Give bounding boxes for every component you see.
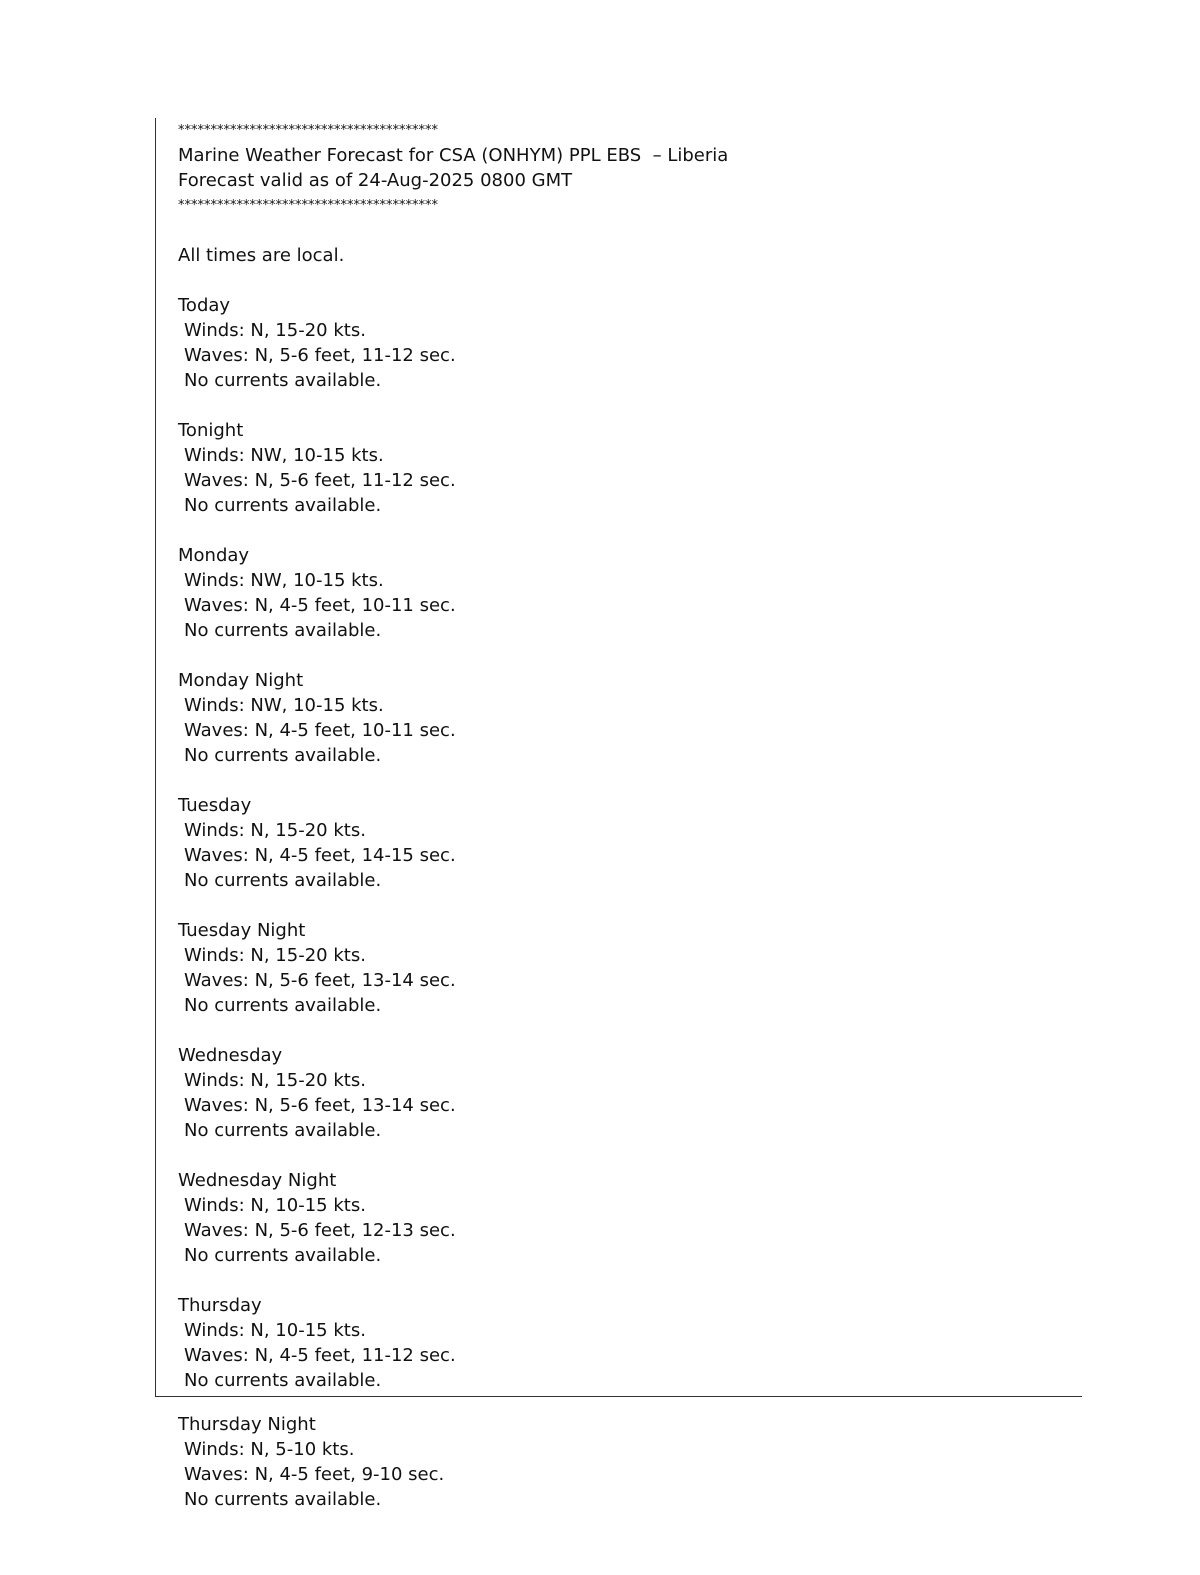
period-winds: Winds: NW, 10-15 kts.: [184, 570, 384, 591]
forecast-period: [178, 418, 1058, 518]
period-waves: Waves: N, 5-6 feet, 13-14 sec.: [184, 1095, 456, 1116]
left-border-rule: [155, 118, 156, 1397]
period-currents: No currents available.: [184, 995, 382, 1016]
forecast-period: [178, 1043, 1058, 1143]
period-winds: Winds: N, 10-15 kts.: [184, 1320, 366, 1341]
period-waves: Waves: N, 4-5 feet, 11-12 sec.: [184, 1345, 456, 1366]
period-currents: No currents available.: [184, 870, 382, 891]
forecast-overflow-section: [178, 1412, 1058, 1512]
period-name: Monday: [178, 545, 250, 566]
period-currents: No currents available.: [184, 370, 382, 391]
forecast-title: Marine Weather Forecast for CSA (ONHYM) PPL EBS – Liberia: [178, 145, 729, 166]
period-winds: Winds: NW, 10-15 kts.: [184, 695, 384, 716]
period-waves: Waves: N, 4-5 feet, 10-11 sec.: [184, 720, 456, 741]
period-winds: Winds: N, 15-20 kts.: [184, 1070, 366, 1091]
times-note: All times are local.: [178, 245, 345, 266]
period-name: Wednesday: [178, 1045, 283, 1066]
period-waves: Waves: N, 4-5 feet, 9-10 sec.: [184, 1464, 445, 1485]
period-winds: Winds: N, 10-15 kts.: [184, 1195, 366, 1216]
period-waves: Waves: N, 4-5 feet, 10-11 sec.: [184, 595, 456, 616]
period-name: Monday Night: [178, 670, 304, 691]
header-stars-bottom: ****************************************: [178, 198, 438, 213]
period-waves: Waves: N, 5-6 feet, 12-13 sec.: [184, 1220, 456, 1241]
forecast-valid-time: Forecast valid as of 24-Aug-2025 0800 GMT: [178, 170, 573, 191]
period-name: Thursday Night: [178, 1414, 316, 1435]
period-winds: Winds: NW, 10-15 kts.: [184, 445, 384, 466]
forecast-period: [178, 793, 1058, 893]
period-waves: Waves: N, 5-6 feet, 13-14 sec.: [184, 970, 456, 991]
period-name: Wednesday Night: [178, 1170, 337, 1191]
forecast-period: [178, 1168, 1058, 1268]
period-currents: No currents available.: [184, 495, 382, 516]
period-name: Thursday: [178, 1295, 262, 1316]
bottom-border-rule: [155, 1396, 1082, 1397]
forecast-period: [178, 293, 1058, 393]
period-currents: No currents available.: [184, 1120, 382, 1141]
period-name: Tuesday: [178, 795, 252, 816]
forecast-period: [178, 543, 1058, 643]
period-winds: Winds: N, 15-20 kts.: [184, 820, 366, 841]
period-currents: No currents available.: [184, 1245, 382, 1266]
period-winds: Winds: N, 15-20 kts.: [184, 320, 366, 341]
period-currents: No currents available.: [184, 745, 382, 766]
forecast-period: [178, 1412, 1058, 1512]
period-waves: Waves: N, 4-5 feet, 14-15 sec.: [184, 845, 456, 866]
period-name: Tonight: [178, 420, 244, 441]
period-name: Tuesday Night: [178, 920, 306, 941]
forecast-period: [178, 918, 1058, 1018]
header-stars-top: ****************************************: [178, 123, 438, 138]
period-winds: Winds: N, 5-10 kts.: [184, 1439, 355, 1460]
period-currents: No currents available.: [184, 620, 382, 641]
period-waves: Waves: N, 5-6 feet, 11-12 sec.: [184, 470, 456, 491]
forecast-boxed-section: [178, 118, 1058, 1393]
period-currents: No currents available.: [184, 1489, 382, 1510]
period-currents: No currents available.: [184, 1370, 382, 1391]
forecast-period: [178, 668, 1058, 768]
period-waves: Waves: N, 5-6 feet, 11-12 sec.: [184, 345, 456, 366]
period-winds: Winds: N, 15-20 kts.: [184, 945, 366, 966]
forecast-period: [178, 1293, 1058, 1393]
period-name: Today: [178, 295, 231, 316]
